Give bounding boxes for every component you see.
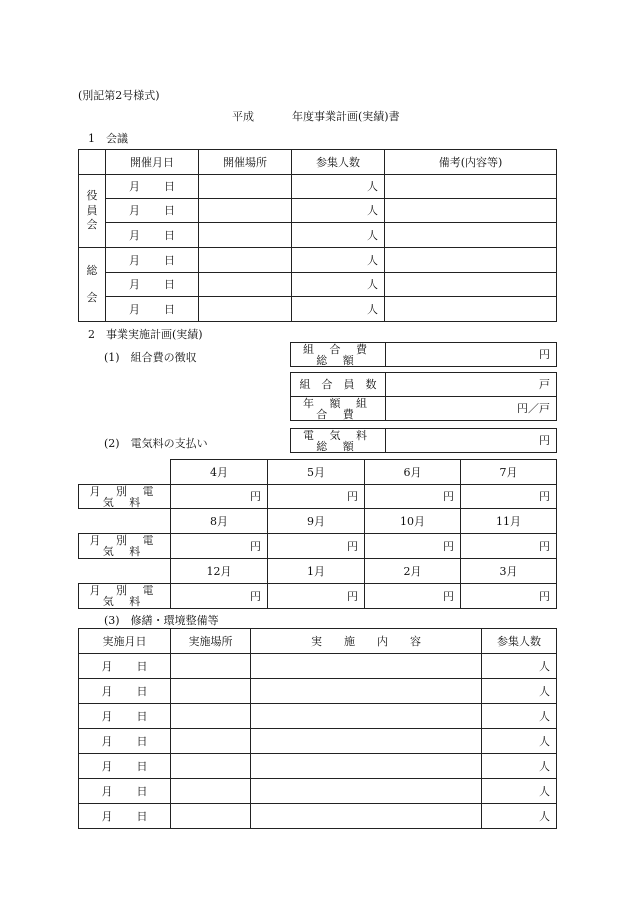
month-label: 月 bbox=[101, 759, 113, 773]
group-char: 会 bbox=[86, 218, 98, 232]
day-label: 日 bbox=[136, 784, 148, 798]
attendees-cell[interactable]: 人 bbox=[292, 175, 385, 199]
month-header: 3月 bbox=[461, 559, 557, 584]
date-cell[interactable] bbox=[106, 297, 199, 322]
section1-heading: 1 会議 bbox=[88, 132, 128, 145]
header-notes: 備考(内容等) bbox=[385, 150, 557, 175]
attendees-cell[interactable]: 人 bbox=[292, 297, 385, 322]
month-label: 月 bbox=[129, 278, 140, 291]
repair-place-cell[interactable] bbox=[171, 729, 251, 754]
day-label: 日 bbox=[164, 302, 175, 316]
title-era: 平成 bbox=[232, 110, 254, 123]
monthly-electric-value[interactable]: 円 bbox=[365, 534, 461, 559]
month-label: 月 bbox=[129, 180, 140, 193]
repair-attendees-cell[interactable]: 人 bbox=[482, 804, 557, 829]
repair-content-cell[interactable] bbox=[251, 704, 482, 729]
month-label: 月 bbox=[129, 302, 140, 316]
monthly-electric-value[interactable]: 円 bbox=[171, 534, 268, 559]
sub3-label: (3) 修繕・環境整備等 bbox=[104, 614, 219, 627]
day-label: 日 bbox=[136, 709, 148, 723]
members-label: 組 合 員 数 bbox=[291, 373, 386, 397]
date-cell[interactable] bbox=[106, 273, 199, 297]
repairs-table bbox=[78, 628, 557, 829]
blank-cell bbox=[79, 509, 171, 534]
monthly-electric-table bbox=[78, 459, 557, 609]
repair-content-cell[interactable] bbox=[251, 804, 482, 829]
fee-total-value[interactable]: 円 bbox=[386, 343, 557, 367]
month-label: 月 bbox=[129, 253, 140, 267]
members-table bbox=[290, 372, 557, 421]
place-cell[interactable] bbox=[199, 223, 292, 248]
repair-place-cell[interactable] bbox=[171, 779, 251, 804]
place-cell[interactable] bbox=[199, 248, 292, 273]
electric-total-table bbox=[290, 428, 557, 453]
repair-place-cell[interactable] bbox=[171, 704, 251, 729]
blank-cell bbox=[79, 460, 171, 485]
repair-place-cell[interactable] bbox=[171, 804, 251, 829]
section2-heading: 2 事業実施計画(実績) bbox=[88, 328, 203, 341]
repair-row bbox=[79, 729, 557, 754]
repair-row bbox=[79, 704, 557, 729]
monthly-electric-label: 月 別 電 気 料 bbox=[79, 534, 171, 559]
repair-date-cell[interactable] bbox=[79, 779, 171, 804]
title-text: 年度事業計画(実績)書 bbox=[292, 110, 400, 123]
repair-attendees-cell[interactable]: 人 bbox=[482, 704, 557, 729]
month-label: 月 bbox=[129, 228, 140, 242]
month-header: 7月 bbox=[461, 460, 557, 485]
header-date: 開催月日 bbox=[106, 150, 199, 175]
date-cell[interactable] bbox=[106, 199, 199, 223]
day-label: 日 bbox=[164, 228, 175, 242]
electric-total-label: 電 気 料 総 額 bbox=[291, 429, 386, 453]
repair-attendees-cell[interactable]: 人 bbox=[482, 729, 557, 754]
monthly-electric-label: 月 別 電 気 料 bbox=[79, 485, 171, 509]
sub2-label: (2) 電気料の支払い bbox=[104, 437, 208, 450]
repair-place-cell[interactable] bbox=[171, 754, 251, 779]
month-label: 月 bbox=[101, 684, 113, 698]
header-impl-date: 実施月日 bbox=[79, 629, 171, 654]
day-label: 日 bbox=[136, 684, 148, 698]
day-label: 日 bbox=[164, 180, 175, 193]
notes-cell[interactable] bbox=[385, 297, 557, 322]
monthly-electric-value[interactable]: 円 bbox=[461, 534, 557, 559]
repair-attendees-cell[interactable]: 人 bbox=[482, 779, 557, 804]
meeting-table bbox=[78, 149, 557, 322]
monthly-electric-value[interactable]: 円 bbox=[461, 485, 557, 509]
attendees-cell[interactable]: 人 bbox=[292, 248, 385, 273]
members-value[interactable]: 戸 bbox=[386, 373, 557, 397]
attendees-cell[interactable]: 人 bbox=[292, 199, 385, 223]
form-id: (別記第2号様式) bbox=[78, 89, 160, 102]
repair-row bbox=[79, 679, 557, 704]
repair-content-cell[interactable] bbox=[251, 754, 482, 779]
day-label: 日 bbox=[164, 278, 175, 291]
monthly-electric-label: 月 別 電 気 料 bbox=[79, 584, 171, 609]
month-label: 月 bbox=[101, 809, 113, 823]
monthly-electric-value[interactable]: 円 bbox=[171, 485, 268, 509]
sub1-label: (1) 組合費の徴収 bbox=[104, 351, 197, 364]
header-attendees: 参集人数 bbox=[292, 150, 385, 175]
month-header: 5月 bbox=[268, 460, 365, 485]
group-char: 会 bbox=[86, 290, 98, 304]
repair-attendees-cell[interactable]: 人 bbox=[482, 654, 557, 679]
month-header: 12月 bbox=[171, 559, 268, 584]
header-impl-place: 実施場所 bbox=[171, 629, 251, 654]
date-cell[interactable] bbox=[106, 175, 199, 199]
blank-cell bbox=[79, 559, 171, 584]
day-label: 日 bbox=[136, 734, 148, 748]
date-cell[interactable] bbox=[106, 223, 199, 248]
month-header: 6月 bbox=[365, 460, 461, 485]
repair-place-cell[interactable] bbox=[171, 654, 251, 679]
group-label-board bbox=[79, 175, 106, 248]
repair-place-cell[interactable] bbox=[171, 679, 251, 704]
month-label: 月 bbox=[101, 734, 113, 748]
repair-attendees-cell[interactable]: 人 bbox=[482, 679, 557, 704]
month-header: 10月 bbox=[365, 509, 461, 534]
repair-row bbox=[79, 804, 557, 829]
notes-cell[interactable] bbox=[385, 175, 557, 199]
month-label: 月 bbox=[101, 784, 113, 798]
month-header: 9月 bbox=[268, 509, 365, 534]
date-cell[interactable] bbox=[106, 248, 199, 273]
repair-content-cell[interactable] bbox=[251, 729, 482, 754]
annual-fee-value[interactable]: 円／戸 bbox=[386, 397, 557, 421]
fee-total-table bbox=[290, 342, 557, 367]
notes-cell[interactable] bbox=[385, 223, 557, 248]
monthly-electric-value[interactable]: 円 bbox=[365, 485, 461, 509]
repair-row bbox=[79, 754, 557, 779]
header-impl-content: 実 施 内 容 bbox=[251, 629, 482, 654]
month-header: 8月 bbox=[171, 509, 268, 534]
monthly-electric-value[interactable]: 円 bbox=[171, 584, 268, 609]
day-label: 日 bbox=[164, 204, 175, 217]
month-header: 2月 bbox=[365, 559, 461, 584]
month-header: 4月 bbox=[171, 460, 268, 485]
repair-attendees-cell[interactable]: 人 bbox=[482, 754, 557, 779]
group-label-general bbox=[79, 248, 106, 322]
month-header: 11月 bbox=[461, 509, 557, 534]
month-label: 月 bbox=[101, 709, 113, 723]
repair-content-cell[interactable] bbox=[251, 679, 482, 704]
place-cell[interactable] bbox=[199, 273, 292, 297]
place-cell[interactable] bbox=[199, 199, 292, 223]
attendees-cell[interactable]: 人 bbox=[292, 223, 385, 248]
day-label: 日 bbox=[136, 809, 148, 823]
day-label: 日 bbox=[136, 659, 148, 673]
repair-date-cell[interactable] bbox=[79, 804, 171, 829]
repair-row bbox=[79, 779, 557, 804]
month-label: 月 bbox=[101, 659, 113, 673]
month-label: 月 bbox=[129, 204, 140, 217]
repair-date-cell[interactable] bbox=[79, 679, 171, 704]
header-place: 開催場所 bbox=[199, 150, 292, 175]
repair-date-cell[interactable] bbox=[79, 654, 171, 679]
repair-date-cell[interactable] bbox=[79, 754, 171, 779]
electric-total-value[interactable]: 円 bbox=[386, 429, 557, 453]
repair-date-cell[interactable] bbox=[79, 729, 171, 754]
header-impl-attendees: 参集人数 bbox=[482, 629, 557, 654]
month-header: 1月 bbox=[268, 559, 365, 584]
monthly-electric-value[interactable]: 円 bbox=[268, 485, 365, 509]
group-char: 員 bbox=[86, 203, 98, 217]
notes-cell[interactable] bbox=[385, 273, 557, 297]
fee-total-label: 組 合 費 総 額 bbox=[291, 343, 386, 367]
monthly-electric-value[interactable]: 円 bbox=[365, 584, 461, 609]
repair-content-cell[interactable] bbox=[251, 654, 482, 679]
monthly-electric-value[interactable]: 円 bbox=[268, 534, 365, 559]
document-title bbox=[232, 108, 400, 124]
repair-row bbox=[79, 654, 557, 679]
notes-cell[interactable] bbox=[385, 199, 557, 223]
repair-date-cell[interactable] bbox=[79, 704, 171, 729]
corner-cell bbox=[79, 150, 106, 175]
repair-content-cell[interactable] bbox=[251, 779, 482, 804]
group-char: 役 bbox=[86, 188, 98, 202]
place-cell[interactable] bbox=[199, 297, 292, 322]
monthly-electric-value[interactable]: 円 bbox=[461, 584, 557, 609]
day-label: 日 bbox=[136, 759, 148, 773]
notes-cell[interactable] bbox=[385, 248, 557, 273]
group-char: 総 bbox=[86, 263, 98, 277]
day-label: 日 bbox=[164, 253, 175, 267]
monthly-electric-value[interactable]: 円 bbox=[268, 584, 365, 609]
annual-fee-label: 年 額 組 合 費 bbox=[291, 397, 386, 421]
attendees-cell[interactable]: 人 bbox=[292, 273, 385, 297]
place-cell[interactable] bbox=[199, 175, 292, 199]
